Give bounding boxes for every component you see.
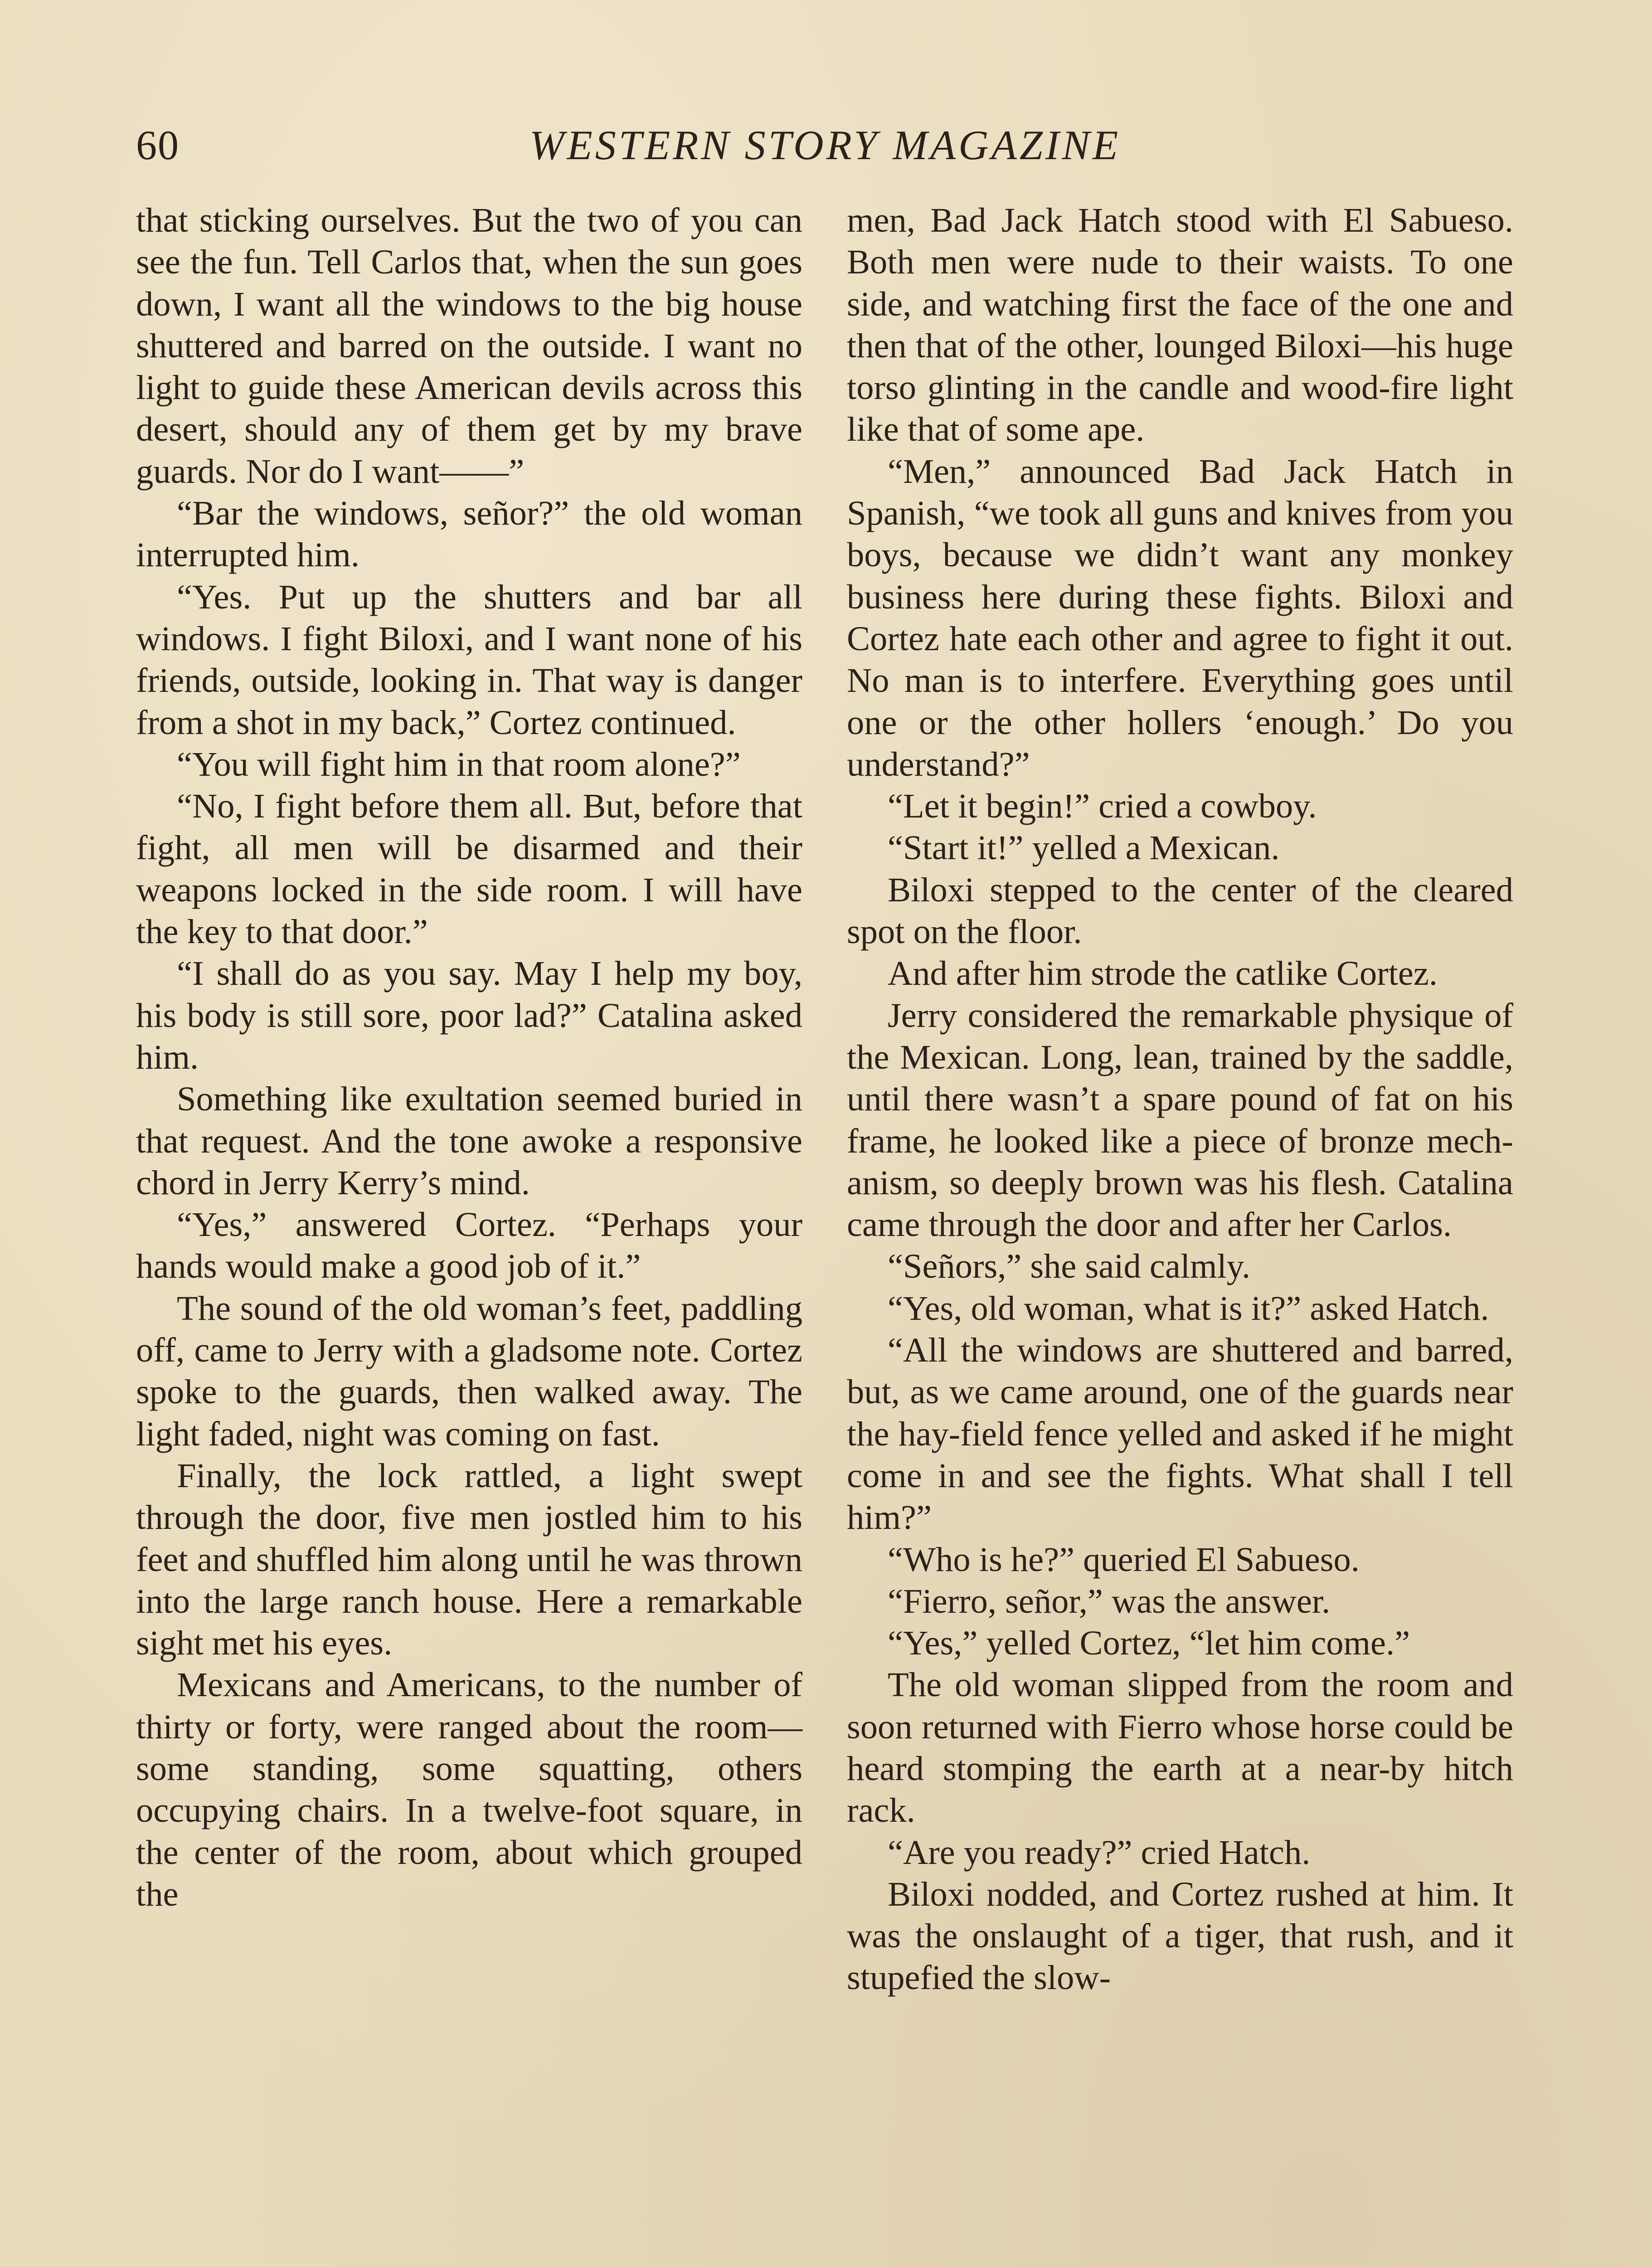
paragraph: “Who is he?” queried El Sabueso.: [888, 1540, 1360, 1579]
paragraph: Something like exultation seemed buried in that request. And the tone awoke a responsive chord in Jerry Kerry’s mind.: [136, 1080, 802, 1202]
paragraph: “Fierro, señor,” was the answer.: [888, 1581, 1331, 1620]
paragraph: men, Bad Jack Hatch stood with El Sabueso. Both men were nude to their waists. To one side, and watching first the face of the one and then that of the other, lounged Biloxi—his huge torso glinting in the candle and wood-fire light like that of some ape.: [847, 201, 1513, 449]
paragraph: Jerry considered the remarkable physique of the Mexican. Long, lean, trained by the saddle, until there wasn’t a spare pound of fat on his frame, he looked like a piece of bronze mechanism, so deeply brown was his flesh. Catalina came through the door and after her Carlos.: [847, 996, 1513, 1244]
text-column-right: [847, 199, 1513, 1999]
paragraph: “Bar the windows, señor?” the old woman interrupted him.: [136, 494, 802, 574]
paragraph: “Yes. Put up the shutters and bar all windows. I fight Biloxi, and I want none of his friends, outside, looking in. That way is danger from a shot in my back,” Cortez continued.: [136, 577, 802, 742]
paragraph: “Are you ready?” cried Hatch.: [888, 1833, 1311, 1872]
paragraph: The old woman slipped from the room and soon returned with Fierro whose horse could be heard stomping the earth at a near-by hitch rack.: [847, 1665, 1513, 1830]
paragraph: “All the windows are shuttered and barred, but, as we came around, one of the guards near the hay-field fence yelled and asked if he might come in and see the fights. What shall I tell him?”: [847, 1331, 1513, 1537]
page-header: [136, 116, 1514, 175]
paragraph: Finally, the lock rattled, a light swept through the door, five men jostled him to his feet and shuffled him along until he was thrown into the large ranch house. Here a remarkable sight met his eyes.: [136, 1456, 802, 1663]
paragraph: Mexicans and Americans, to the number of thirty or forty, were ranged about the room—some standing, some squatting, others occupying chairs. In a twelve-foot square, in the center of the room, about which grouped the: [136, 1665, 802, 1913]
paragraph: Biloxi nodded, and Cortez rushed at him. It was the onslaught of a tiger, that rush, and it stupefied the slow-: [847, 1874, 1513, 1997]
paragraph: And after him strode the catlike Cortez.: [888, 954, 1438, 993]
paragraph: “Start it!” yelled a Mexican.: [888, 828, 1280, 867]
paragraph: “Yes,” yelled Cortez, “let him come.”: [888, 1624, 1410, 1663]
paragraph: “Señors,” she said calmly.: [888, 1247, 1251, 1286]
paragraph: “Let it begin!” cried a cowboy.: [888, 787, 1317, 826]
paragraph: “Yes, old woman, what is it?” asked Hatch.: [888, 1289, 1489, 1328]
paragraph: The sound of the old woman’s feet, paddling off, came to Jerry with a gladsome note. Cortez spoke to the guards, then walked away. The light faded, night was coming on fast.: [136, 1289, 802, 1453]
paragraph: “No, I fight before them all. But, before that fight, all men will be disarmed and their weapons locked in the side room. I will have the key to that door.”: [136, 787, 802, 951]
paragraph: “You will fight him in that room alone?”: [177, 744, 741, 783]
running-title: WESTERN STORY MAGAZINE: [529, 122, 1121, 168]
page-number: 60: [136, 122, 180, 168]
text-column-left: [136, 199, 802, 1915]
paragraph: that sticking ourselves. But the two of you can see the fun. Tell Carlos that, when the sun goes down, I want all the windows to the big house shuttered and barred on the outside. I want no light to guide these American devils across this desert, should any of them get by my brave guards. Nor do I want——”: [136, 201, 802, 491]
paragraph: “I shall do as you say. May I help my boy, his body is still sore, poor lad?” Catalina asked him.: [136, 954, 802, 1076]
paragraph: “Yes,” answered Cortez. “Perhaps your hands would make a good job of it.”: [136, 1205, 802, 1286]
paragraph: Biloxi stepped to the center of the cleared spot on the floor.: [847, 870, 1513, 951]
paragraph: “Men,” announced Bad Jack Hatch in Spanish, “we took all guns and knives from you boys, because we didn’t want any monkey business here during these fights. Biloxi and Cortez hate each other and agree to fight it out. No man is to interfere. Everything goes until one or the other hollers ‘enough.’ Do you understand?”: [847, 452, 1513, 783]
